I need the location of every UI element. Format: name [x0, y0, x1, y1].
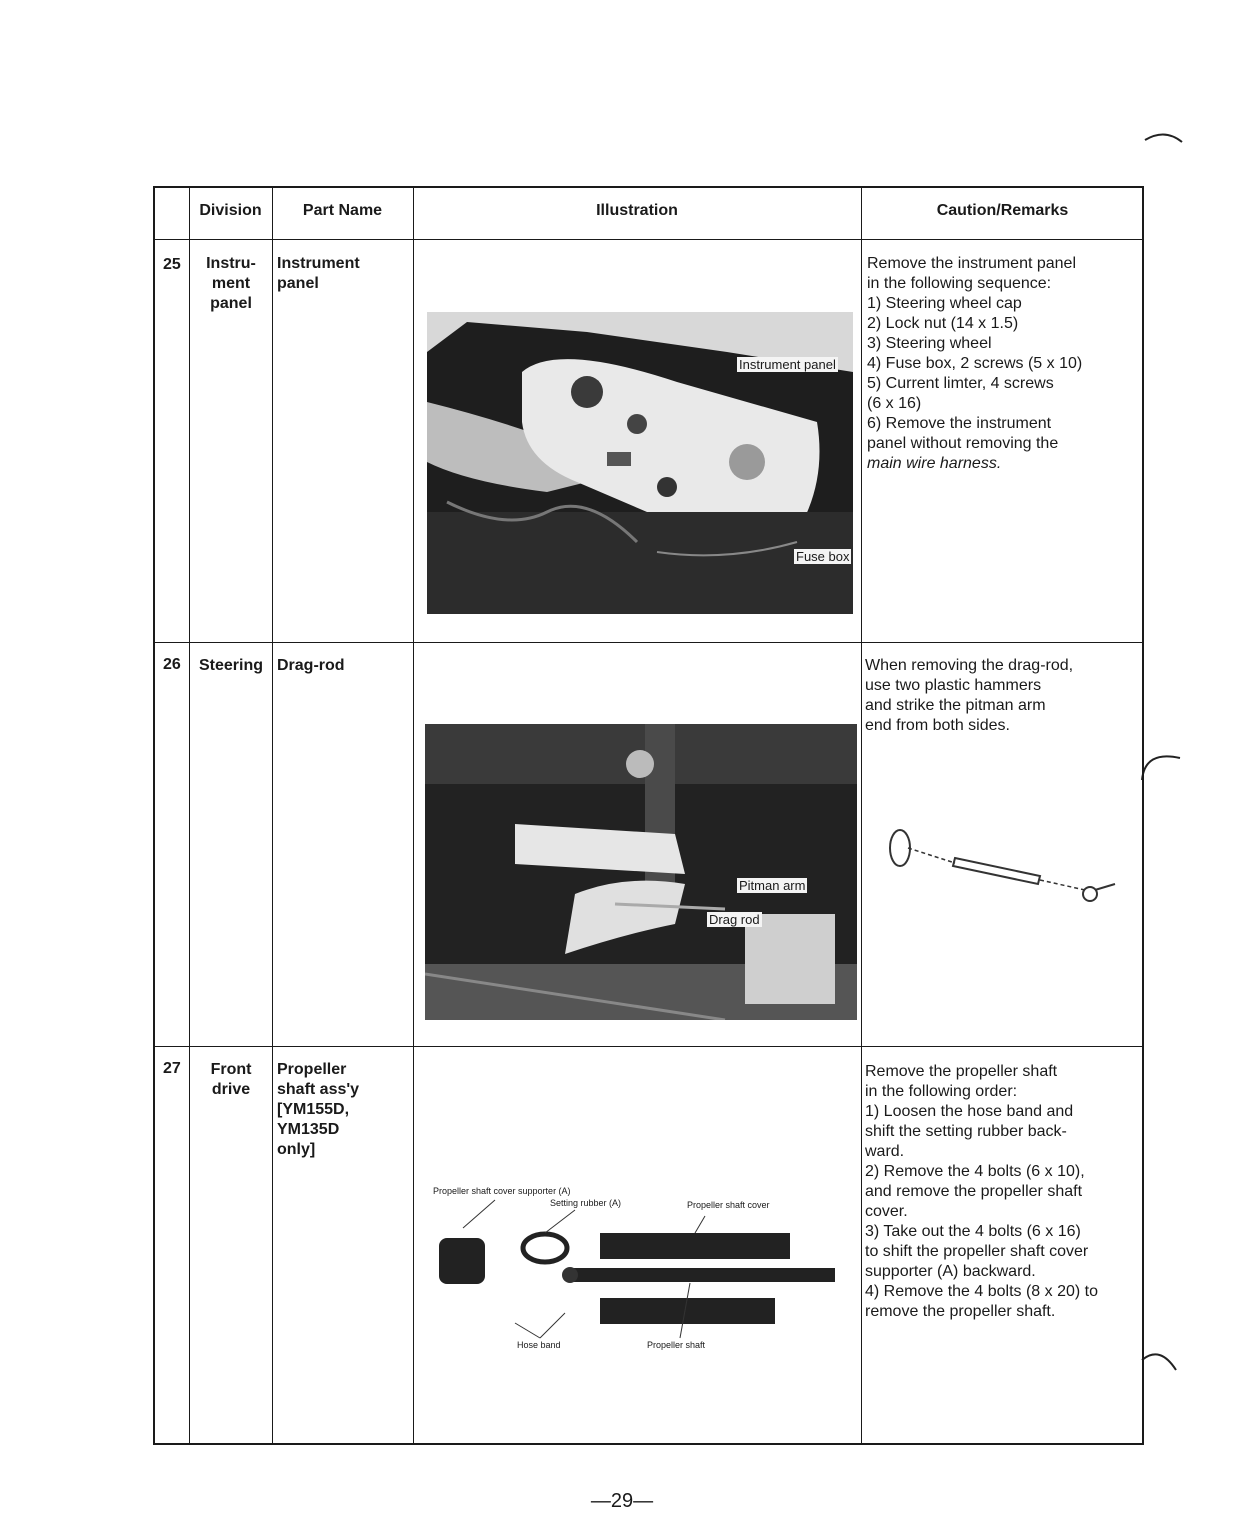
header-division: Division	[199, 202, 262, 219]
part-name-cell: Drag-rod	[277, 657, 345, 674]
callout-label: Pitman arm	[739, 878, 806, 893]
part-label: Hose band	[517, 1340, 561, 1350]
division-cell: Instru- ment panel	[206, 255, 256, 312]
part-label: Propeller shaft	[647, 1340, 706, 1350]
part-label: Propeller shaft cover	[687, 1200, 770, 1210]
remarks-cell: Remove the propeller shaft in the following order: 1) Loosen the hose band and shift the setting rubber back- ward. 2) Remove the 4 bolts (6 x 10), and remove the propeller shaft cover. 3) Take out the 4 bolts (6 x 16) to shift the propeller shaft cover supporter (A) backward. 4) Remove the 4 bolts (8 x 20) to remove the propeller shaft.	[865, 1063, 1098, 1320]
part-label: Propeller shaft cover supporter (A)	[433, 1186, 571, 1196]
header-illustration: Illustration	[596, 202, 678, 219]
part-name-cell: Propeller shaft ass'y [YM155D, YM135D only]	[277, 1061, 360, 1158]
drag-rod-sketch	[880, 818, 1130, 928]
part-name-cell: Instrument panel	[277, 255, 360, 292]
row-number: 25	[163, 256, 181, 273]
propeller-shaft-parts-image	[425, 1188, 857, 1368]
disassembly-table	[153, 186, 1144, 1445]
row-number: 27	[163, 1060, 181, 1077]
page-number: —29—	[590, 1490, 654, 1512]
division-cell: Steering	[198, 657, 263, 674]
part-label: Setting rubber (A)	[550, 1198, 622, 1208]
propeller-shaft-diagram	[425, 1188, 857, 1368]
header-part-name: Part Name	[302, 202, 383, 219]
scan-edge-mark	[1140, 120, 1244, 160]
remarks-cell: Remove the instrument panel in the following sequence: 1) Steering wheel cap 2) Lock nut (14 x 1.5) 3) Steering wheel 4) Fuse box, 2 screws (5 x 10) 5) Current limter, 4 screws (6 x 16) 6) Remove the instrument panel without removing the main wire harness.	[867, 255, 1083, 472]
scan-edge-mark	[1140, 1340, 1244, 1380]
remarks-cell: When removing the drag-rod, use two plastic hammers and strike the pitman arm end from both sides.	[865, 657, 1074, 734]
drag-rod-image	[425, 724, 857, 1020]
drag-rod-photo	[425, 724, 857, 1020]
division-cell: Front drive	[210, 1061, 252, 1098]
callout-label: Fuse box	[796, 549, 850, 564]
header-remarks: Caution/Remarks	[936, 202, 1069, 219]
callout-label: Drag rod	[709, 912, 760, 927]
callout-label: Instrument panel	[739, 357, 836, 372]
instrument-panel-photo	[427, 312, 853, 614]
scan-edge-mark	[1140, 740, 1244, 790]
row-number: 26	[163, 656, 181, 673]
